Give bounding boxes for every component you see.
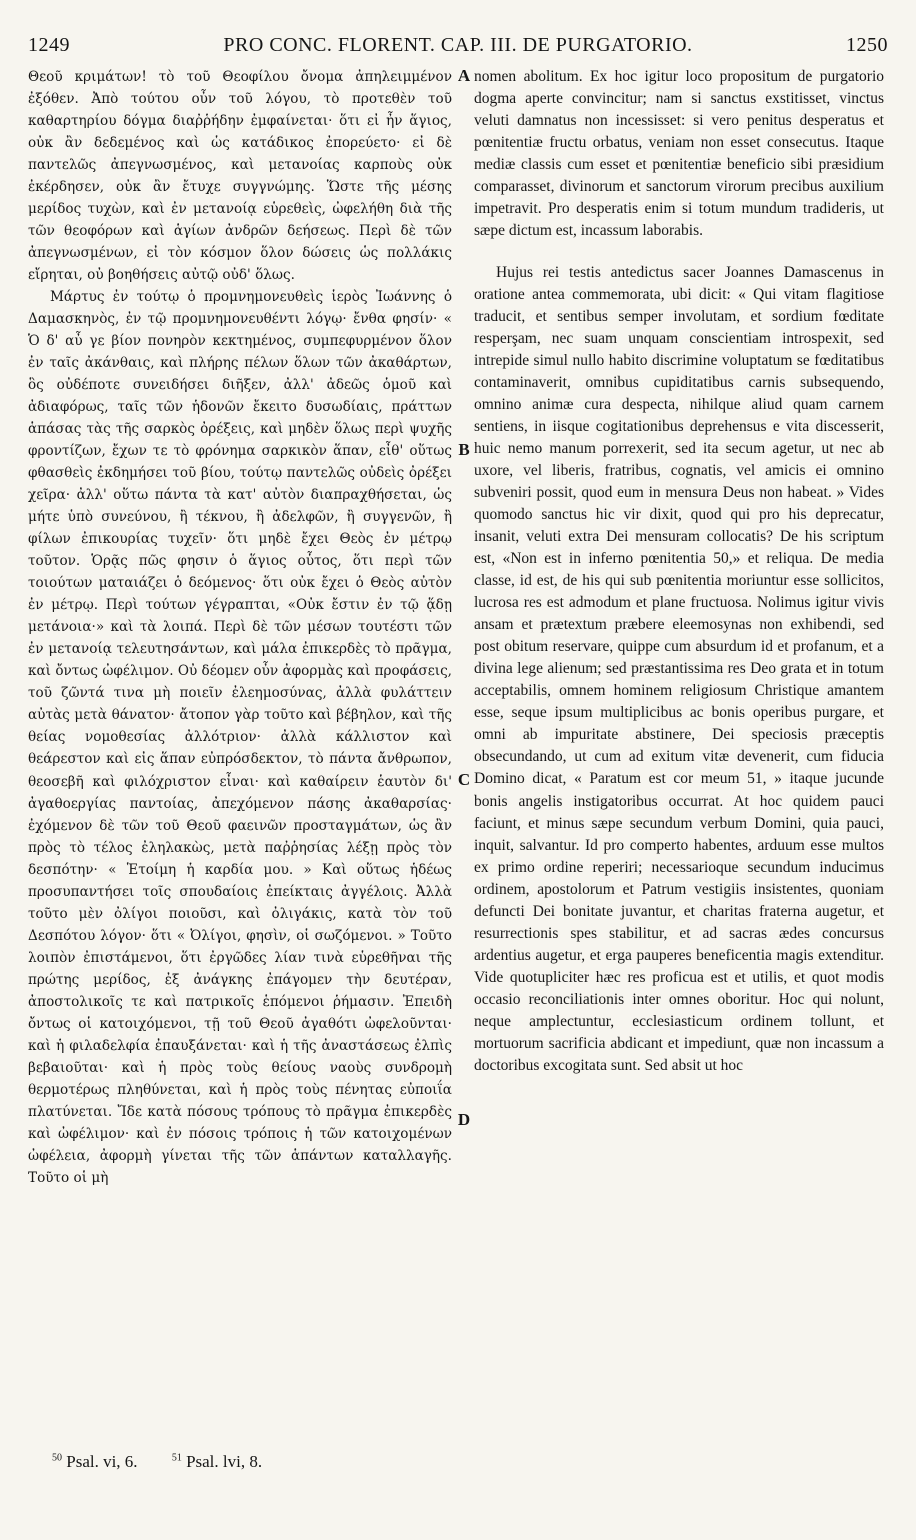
greek-paragraph-1: Θεοῦ κριμάτων! τὸ τοῦ Θεοφίλου ὄνομα ἀπηλειμμένον ἐξόθεν. Ἀπὸ τούτου οὖν τοῦ λόγου, τὸ προτεθὲν τοῦ καθαρτηρίου δόγμα διαῤῥήδην ἐμφαίνεται· ὅτι εἰ ἦν ἅγιος, οὐκ ἂν δεδεμένος καὶ ὡς κατάδικος ἐπορεύετο· εἰ δὲ παντελῶς ἀπεγνωσμένος, καὶ μετανοίας καρποὺς οὐκ ἐκέρδησεν, οὐκ ἂν ἔτυχε συγγνώμης. Ὥστε τῆς μέσης μερίδος τυχὼν, καὶ ἐν μετανοίᾳ εὑρεθεὶς, ὠφελήθη διὰ τῆς τῶν θεοφόρων καὶ ἁγίων ἀνδρῶν δεήσεως. Περὶ δὲ τῶν ἀπεγνωσμένων, εἰ τὸν κόσμον ὅλον δώσεις ὡς πολλάκις εἴρηται, οὐ βοηθήσεις αὐτῷ οὐδ' ὅλως. — [28, 69, 452, 284]
section-marker-a: A — [457, 66, 471, 85]
latin-paragraph-2: Hujus rei testis antedictus sacer Joannes Damascenus in oratione antea commemorata, ubi dicit: « Qui vitam flagitiose traducit, et sentibus semper involutam, et sordium fœditate resperşam, nec suam unquam conscientiam introspexit, sed intrepide simul nullo habito discrimine voluptatum se fœditatibus contaminaverit, omnibus cupiditatibus carnis subsequendo, omnino animæ cura despecta, nihilque aliud quam carnem sentiens, in iisque cogitationibus deprehensus e vita discesserit, huic nemo manum porrexerit, sed ita secum agetur, ut nec ab uxore, vel liberis, fratribus, cognatis, vel amicis ei omnino subveniri possit, quod eum in mensura Deus non habeat. » Vides quomodo sanctus hic vir dixit, quod qui pro his deprecatur, insanit, veluti extra Dei mensuram collocatis? De his scriptum est, «Non est in inferno pœnitentia 50,» et reliqua. De media classe, id est, de his qui sub pœnitentia moriuntur esse sollicitos, lucrosa res est admodum et plane fructuosa. Nolimus igitur vivis ansam et prætextum præbere eleemosynas non exhibendi, sed post obitum reservare, quippe cum absurdum id et profanum, et a divina lege alienum; sed præstantissima res Deo grata et in totum acceptabilis, omnem hominem religiosum Christique amantem esse, seque ipsum multiplicibus ac bonis operibus purgare, et omni ab impuritate abstinere, Dei speciosis præceptis obsecundando, ut cum ad exitum vitæ devenerit, cum fiducia Domino dicat, « Paratum est cor meum 51, » itaque jucunde bonis angelis instigatoribus occurrat. At hoc quidem pauci faciunt, et minus sæpe secundum verbum Domini, quia pauci, inquit, salvantur. Id pro comperto habentes, arduum esse multos ex primo ordine reperiri; necessarioque secundum inducimus ordinem, apostolorum et Patrum vestigiis insistentes, quoniam defuncti Dei bonitate juvantur, et charitas fraterna augetur, et resurrectionis spes stabilitur, et ad sacras ædes concursus ardentius augetur, et erga pauperes beneficentia magis extenditur. Vide quotupliciter hæc res proficua est et utilis, et quot modis occasio reconciliationis inter omnes oboritur. Hoc qui nolunt, neque amplectuntur, ecclesiasticum ordinem tollunt, et mortuorum sacrificia abdicant et impediunt, quæ non incassum a doctoribus excogitata sunt. Sed absit ut hoc — [474, 264, 884, 1074]
footnote-text: Psal. vi, 6. — [62, 1452, 138, 1471]
page-number-left: 1249 — [28, 34, 70, 56]
footnote-text: Psal. lvi, 8. — [181, 1452, 263, 1471]
page-number-right: 1250 — [846, 34, 888, 56]
section-marker-b: B — [458, 440, 470, 459]
latin-paragraph-1: nomen abolitum. Ex hoc igitur loco propositum de purgatorio dogma aperte convincitur; nam si sanctus exstitisset, vinctus veluti damnatus non incessisset: si vero penitus desperatus et pœnitentiæ fructu orbatus, veniam non esset consecutus. Itaque mediæ classis cum esset et pœnitentiæ beneficio sibi præsidium comparasset, divinorum et sanctorum virorum precibus auxilium impetravit. Pro desperatis enim si totum mundum tradideris, ut sæpe dictum est, incassum laborabis. — [474, 68, 884, 240]
footnote-51 — [172, 1452, 262, 1471]
running-title: PRO CONC. FLORENT. CAP. III. DE PURGATORIO. — [223, 34, 693, 56]
section-marker-c: C — [457, 770, 471, 789]
footnote-number: 50 — [52, 1452, 62, 1464]
running-header — [28, 28, 888, 62]
latin-column — [474, 66, 884, 1436]
section-marker-d: D — [457, 1110, 471, 1129]
footnote-number: 51 — [171, 1452, 182, 1464]
greek-paragraph-2: Μάρτυς ἐν τούτῳ ὁ προμνημονευθεὶς ἱερὸς Ἰωάννης ὁ Δαμασκηνὸς, ἐν τῷ προμνημονευθέντι λόγῳ· ἔνθα φησίν· « Ὁ δ' αὖ γε βίον πονηρὸν κεκτημένος, συμπεφυρμένον ὅλον ἐν ταῖς ἀκάνθαις, καὶ πλήρης πέλων ὅλων τῶν ἀκαθάρτων, ὃς οὐδέποτε συνειδήσει διῆξεν, ἀλλ' ἀδεῶς ὁμοῦ καὶ ἀδιαφόρως, ταῖς τῶν ἡδονῶν ἔκειτο δυσωδίαις, πράττων ἁπάσας τὰς τῆς σαρκὸς ὀρέξεις, καὶ μηδὲν ὅλως περὶ ψυχῆς φροντίζων, ἔχων τε τὸ φρόνημα σαρκικὸν ἅπαν, εἶθ' οὕτως φθασθεὶς ἐκδημήσει τοῦ βίου, τούτῳ παντελῶς οὐδεὶς ὀρέξει χεῖρα· ἀλλ' οὕτω πάντα τὰ κατ' αὐτὸν διαπραχθήσεται, ὡς μήτε ὑπὸ συνεύνου, ἢ τέκνου, ἢ ἀδελφῶν, ἢ συγγενῶν, ἢ φίλων ἐπικουρίας τυχεῖν· ὅτι μηδὲ ἔχει Θεὸς ἐν μέτρῳ τοῦτον. Ὁρᾷς πῶς φησιν ὁ ἅγιος οὗτος, ὅτι περὶ τῶν τοιούτων ματαιάζει ὁ δεόμενος· ὅτι οὐκ ἔχει ὁ Θεὸς αὐτὸν ἐν μέτρῳ. Περὶ τούτων γέγραπται, «Οὐκ ἔστιν ἐν τῷ ᾅδῃ μετάνοια·» καὶ τὰ λοιπά. Περὶ δὲ τῶν μέσων τουτέστι τῶν ἐν μετανοίᾳ τελευτησάντων, καὶ μάλα ἐπικερδὲς τὸ πρᾶγμα, καὶ ὄντως ὠφέλιμον. Οὐ δέομεν οὖν ἀφορμὰς καὶ προφάσεις, τοῦ ζῶντά τινα μὴ ποιεῖν ἐλεημοσύνας, ἀλλὰ φυλάττειν αὐτὰς μετὰ θάνατον· ἄτοπον γὰρ τοῦτο καὶ βέβηλον, καὶ τῆς θείας νομοθεσίας ἀλλότριον· ἀλλὰ κάλλιστον καὶ θεάρεστον καὶ εἰς ἅπαν εὐπρόσδεκτον, τὸ πάντα ἄνθρωπον, θεοσεβῆ καὶ φιλόχριστον εἶναι· καὶ καθαίρειν ἑαυτὸν δι' ἀγαθοεργίας παντοίας, ἀπεχόμενον πάσης ἀκαθαρσίας· ἐχόμενον δὲ τῶν τοῦ Θεοῦ φαεινῶν προσταγμάτων, ὡς ἂν πρὸς τὸ τέλος ἐληλακὼς, μετὰ παῤῥησίας λέξῃ πρὸς τὸν δεσπότην· « Ἑτοίμη ἡ καρδία μου. » Καὶ οὕτως ἡδέως προσυπαντήσει τοῖς σπουδαίοις ἐπείκταις ἀγγέλοις. Ἀλλὰ τοῦτο μὲν ὀλίγοι ποιοῦσι, καὶ ὀλιγάκις, κατὰ τὸν τοῦ Δεσπότου λόγον· ὅτι « Ὀλίγοι, φησὶν, οἱ σωζόμενοι. » Τοῦτο λοιπὸν ἐπιστάμενοι, ὅτι ἐργῶδες λίαν τινὰ εὑρεθῆναι τῆς πρώτης μερίδος, ἐξ ἀνάγκης ἐπάγομεν τὴν δευτέραν, ἀποστολικοῖς τε καὶ πατρικοῖς ἑπόμενοι ῥήμασιν. Ἐπειδὴ ὄντως οἱ κατοιχόμενοι, τῇ τοῦ Θεοῦ ἀγαθότι ὠφελοῦνται· καὶ ἡ φιλαδελφία ἐπαυξάνεται· καὶ ἡ τῆς ἀναστάσεως ἐλπὶς βεβαιοῦται· καὶ ἡ πρὸς τοὺς θείους ναοὺς συνδρομὴ θερμοτέρως πληθύνεται, καὶ ἡ πρὸς τοὺς πένητας εὐποιΐα πλατύνεται. Ἴδε κατὰ πόσους τρόπους τὸ πρᾶγμα ἐπικερδὲς καὶ ὠφέλιμον· καὶ ἐν πόσοις τρόποις ἡ τῶν κατοιχομένων ὠφέλεια, ἀφορμὴ γίνεται τῆς τῶν ἁπάντων καταλλαγῆς. Τοῦτο οἱ μὴ — [28, 289, 452, 1186]
footnotes — [52, 1452, 452, 1472]
greek-column — [28, 66, 452, 1436]
footnote-50 — [52, 1452, 138, 1471]
